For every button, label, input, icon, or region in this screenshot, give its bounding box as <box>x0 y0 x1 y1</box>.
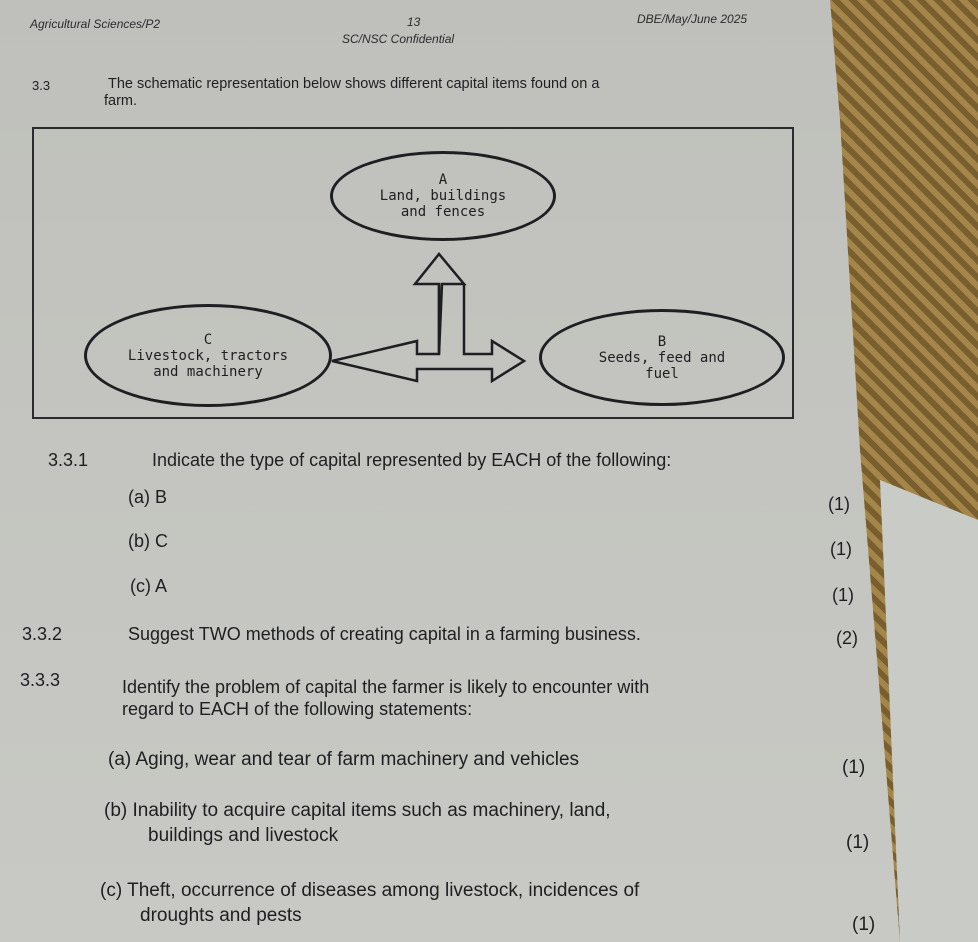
marks: (1) <box>830 539 852 559</box>
marks: (1) <box>828 494 850 514</box>
arrows-icon <box>34 129 794 419</box>
marks: (1) <box>842 757 866 778</box>
q331-number: 3.3.1 <box>48 450 89 470</box>
header-session: DBE/May/June 2025 <box>637 12 748 26</box>
ellipse-letter: C <box>203 331 213 348</box>
q333-item-a: (a) Aging, wear and tear of farm machinery and vehicles <box>108 749 580 770</box>
ellipse-text: Land, buildings <box>379 188 507 204</box>
q332-text: Suggest TWO methods of creating capital in a farming business. <box>128 624 641 644</box>
q331-text: Indicate the type of capital represented by EACH of the following: <box>152 450 672 470</box>
question-text: The schematic representation below shows different capital items found on a <box>108 76 600 92</box>
q333-number: 3.3.3 <box>20 670 61 690</box>
ellipse-text: fuel <box>645 365 679 382</box>
q331-item-a: (a) B <box>128 487 168 507</box>
ellipse-letter: B <box>657 333 667 350</box>
marks: (1) <box>846 832 870 853</box>
q333-text-cont: regard to EACH of the following statements: <box>122 699 473 719</box>
ellipse-text: and fences <box>400 204 486 220</box>
marks: (1) <box>832 585 854 605</box>
left-arrow <box>332 284 439 381</box>
header-page-number: 13 <box>407 15 421 29</box>
right-arrow <box>439 284 524 381</box>
ellipse-text: Livestock, tractors <box>127 347 289 364</box>
q332-number: 3.3.2 <box>22 624 63 644</box>
ellipse-text: and machinery <box>153 363 263 380</box>
ellipse-letter: A <box>438 172 448 188</box>
header-subject: Agricultural Sciences/P2 <box>30 17 161 31</box>
q331-item-b: (b) C <box>128 531 168 551</box>
q333-item-c: (c) Theft, occurrence of diseases among livestock, incidences of <box>100 880 640 901</box>
marks: (2) <box>836 628 858 648</box>
q333-item-b-cont: buildings and livestock <box>148 825 339 846</box>
ellipse-text: Seeds, feed and <box>598 349 726 366</box>
q333-item-c-cont: droughts and pests <box>140 905 302 926</box>
q333-item-b: (b) Inability to acquire capital items such as machinery, land, <box>104 800 611 821</box>
q333-text: Identify the problem of capital the farmer is likely to encounter with <box>122 677 650 697</box>
question-number: 3.3 <box>32 78 51 93</box>
question-text-cont: farm. <box>104 93 138 109</box>
header-confidential: SC/NSC Confidential <box>342 32 455 46</box>
q331-item-c: (c) A <box>130 576 168 596</box>
marks: (1) <box>852 914 876 935</box>
capital-schematic <box>32 127 794 419</box>
